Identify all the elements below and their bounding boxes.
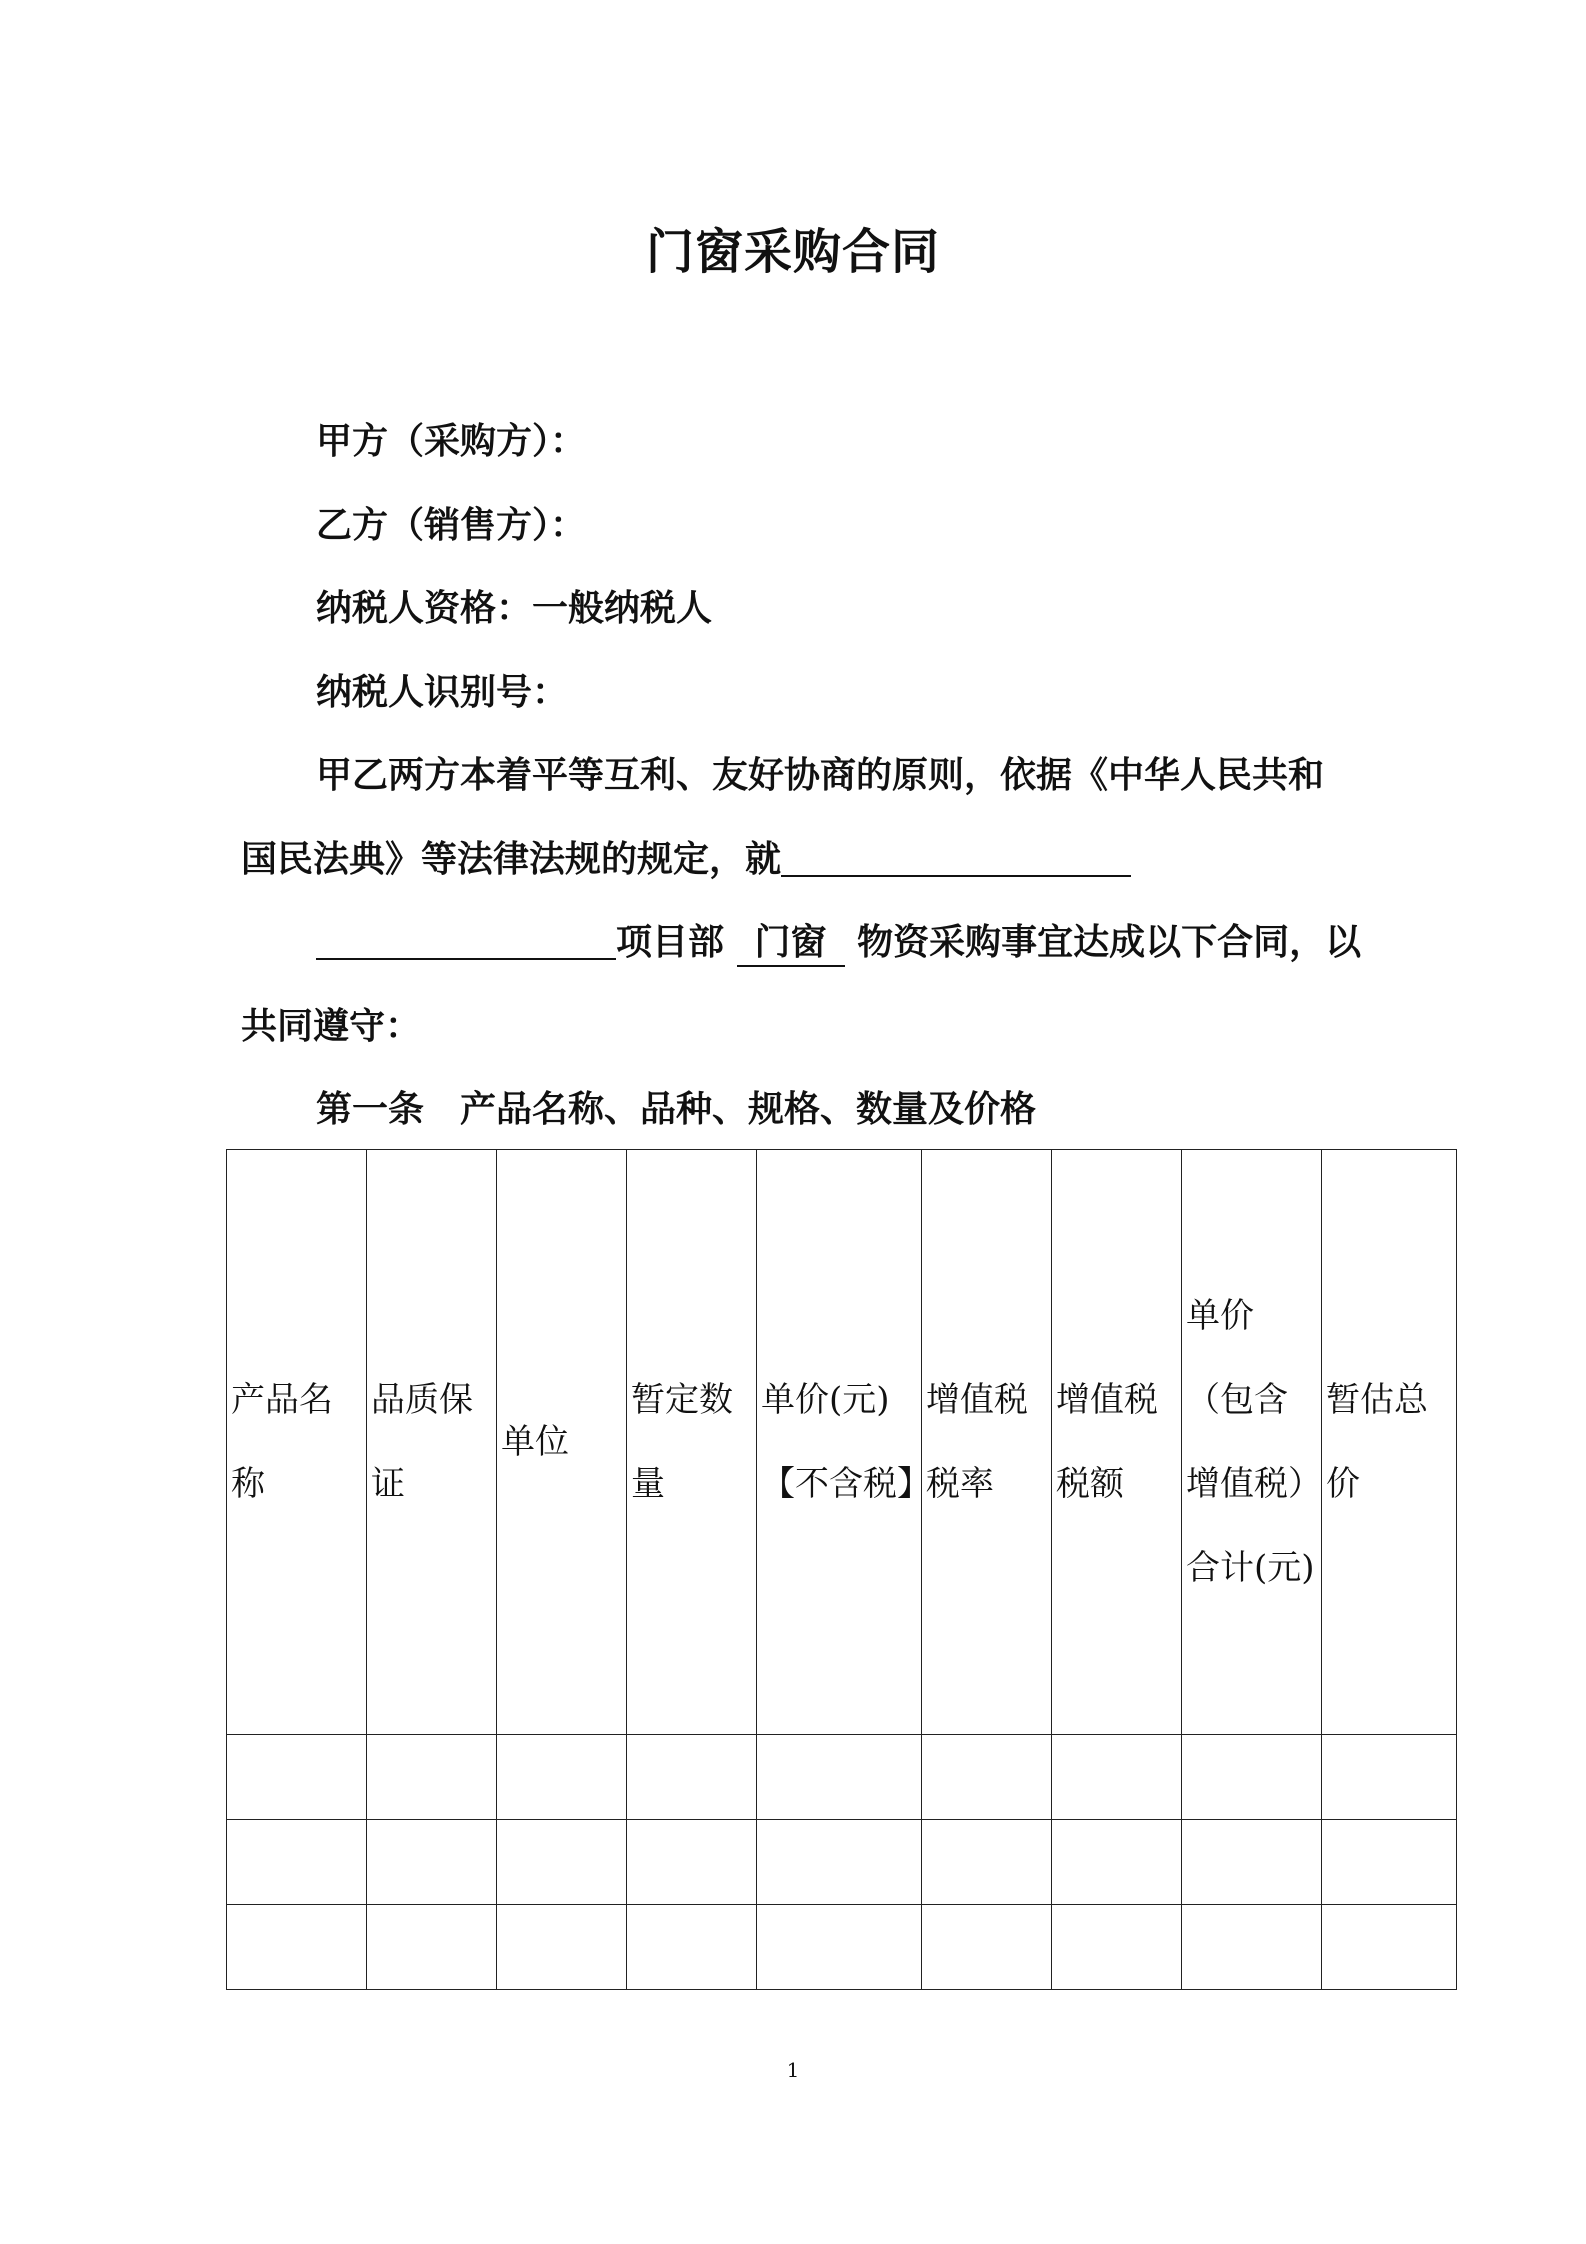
table-cell[interactable]	[1052, 1735, 1182, 1820]
table-cell[interactable]	[497, 1820, 627, 1905]
tax-qualification-line: 纳税人资格：一般纳税人	[316, 588, 713, 629]
party-b-line: 乙方（销售方）：	[316, 505, 587, 546]
table-cell[interactable]	[367, 1905, 497, 1990]
table-cell[interactable]	[497, 1735, 627, 1820]
table-row	[227, 1735, 1457, 1820]
table-cell[interactable]	[1182, 1820, 1322, 1905]
header-unit-price-incl-tax: 单价（包含增值税）合计(元)	[1182, 1150, 1322, 1735]
tax-id-line: 纳税人识别号：	[316, 672, 569, 713]
page-number: 1	[786, 2058, 800, 2082]
table-cell[interactable]	[1182, 1905, 1322, 1990]
table-header-row	[227, 1150, 1457, 1735]
table-cell[interactable]	[227, 1820, 367, 1905]
header-vat-rate: 增值税税率	[922, 1150, 1052, 1735]
article-1-heading: 第一条 产品名称、品种、规格、数量及价格	[316, 1089, 1037, 1130]
table-cell[interactable]	[1182, 1735, 1322, 1820]
header-unit-price-excl-tax: 单价(元)【不含税】	[757, 1150, 922, 1735]
intro-paragraph-line-4: 共同遵守：	[241, 1006, 422, 1047]
header-product-name: 产品名称	[227, 1150, 367, 1735]
table-cell[interactable]	[1322, 1820, 1457, 1905]
table-cell[interactable]	[367, 1735, 497, 1820]
table-cell[interactable]	[1322, 1905, 1457, 1990]
table-cell[interactable]	[757, 1735, 922, 1820]
table-cell[interactable]	[497, 1905, 627, 1990]
intro-paragraph-line-1: 甲乙两方本着平等互利、友好协商的原则，依据《中华人民共和	[316, 755, 1325, 796]
table-cell[interactable]	[367, 1820, 497, 1905]
intro-line-3-text-a: 项目部	[616, 922, 725, 963]
project-name-blank	[781, 837, 1131, 877]
table-cell[interactable]	[1052, 1905, 1182, 1990]
project-department-blank	[316, 920, 616, 960]
table-cell[interactable]	[757, 1820, 922, 1905]
table-cell[interactable]	[627, 1820, 757, 1905]
table-cell[interactable]	[227, 1735, 367, 1820]
header-unit: 单位	[497, 1150, 627, 1735]
table-cell[interactable]	[922, 1820, 1052, 1905]
table-cell[interactable]	[757, 1905, 922, 1990]
header-vat-amount: 增值税税额	[1052, 1150, 1182, 1735]
table-cell[interactable]	[227, 1905, 367, 1990]
intro-line-3-text-b: 物资采购事宜达成以下合同，以	[857, 922, 1362, 963]
table-cell[interactable]	[922, 1735, 1052, 1820]
intro-paragraph-line-2	[241, 831, 1131, 882]
table-row	[227, 1820, 1457, 1905]
table-cell[interactable]	[627, 1735, 757, 1820]
table-row	[227, 1905, 1457, 1990]
header-quality-guarantee: 品质保证	[367, 1150, 497, 1735]
header-provisional-quantity: 暂定数量	[627, 1150, 757, 1735]
table-cell[interactable]	[1322, 1735, 1457, 1820]
table-cell[interactable]	[1052, 1820, 1182, 1905]
party-a-line: 甲方（采购方）：	[316, 421, 587, 462]
material-type-fill: 门窗	[737, 914, 845, 967]
intro-paragraph-line-3	[316, 914, 1361, 967]
table-cell[interactable]	[627, 1905, 757, 1990]
intro-line-2-text: 国民法典》等法律法规的规定，就	[241, 839, 782, 880]
document-title: 门窗采购合同	[645, 224, 940, 280]
product-price-table	[226, 1149, 1457, 1990]
table-cell[interactable]	[922, 1905, 1052, 1990]
header-estimated-total: 暂估总价	[1322, 1150, 1457, 1735]
